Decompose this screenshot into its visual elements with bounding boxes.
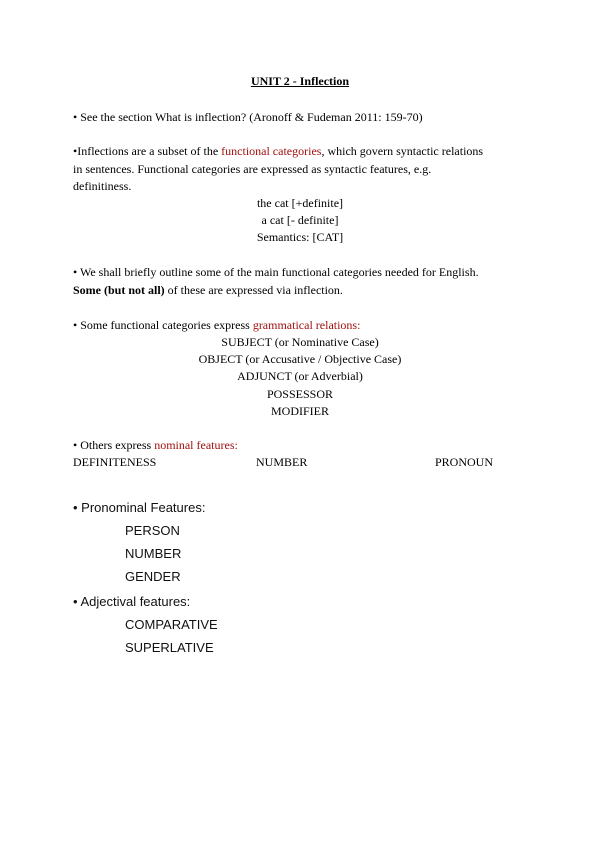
page-title: UNIT 2 - Inflection	[250, 74, 350, 88]
relation-item: ADJUNCT (or Adverbial)	[237, 369, 363, 383]
pronominal-features-heading: • Pronominal Features:	[73, 500, 206, 515]
nominal-features-term: nominal features:	[154, 438, 238, 452]
pronominal-item: PERSON	[125, 523, 180, 538]
example-line: the cat [+definite]	[256, 196, 344, 210]
paragraph-see-section: • See the section What is inflection? (Aronoff & Fudeman 2011: 159-70)	[73, 110, 423, 124]
relation-item: OBJECT (or Accusative / Objective Case)	[198, 352, 402, 366]
relation-item: POSSESSOR	[266, 387, 334, 401]
adjectival-item: COMPARATIVE	[125, 617, 218, 632]
adjectival-item: SUPERLATIVE	[125, 640, 214, 655]
relation-item: MODIFIER	[270, 404, 329, 418]
paragraph-inflections-line3: definitiness.	[73, 179, 132, 193]
example-line: a cat [- definite]	[261, 213, 339, 227]
example-line: Semantics: [CAT]	[256, 230, 344, 244]
relation-item: SUBJECT (or Nominative Case)	[221, 335, 379, 349]
pronominal-item: NUMBER	[125, 546, 182, 561]
paragraph-grammatical-relations: • Some functional categories express grammatical relations:	[73, 318, 361, 332]
nominal-feature-number: NUMBER	[256, 455, 308, 469]
adjectival-features-heading: • Adjectival features:	[73, 594, 191, 609]
some-not-all-emphasis: Some (but not all)	[73, 283, 165, 297]
nominal-feature-pronoun: PRONOUN	[435, 455, 494, 469]
paragraph-inflections-line1: •Inflections are a subset of the functional categories, which govern syntactic relations	[73, 144, 484, 158]
grammatical-relations-term: grammatical relations:	[252, 318, 361, 332]
nominal-feature-definiteness: DEFINITENESS	[73, 455, 157, 469]
paragraph-inflections-line2: in sentences. Functional categories are expressed as syntactic features, e.g.	[73, 162, 432, 176]
paragraph-outline-line1: • We shall briefly outline some of the main functional categories needed for English.	[73, 265, 479, 279]
paragraph-nominal-features: • Others express nominal features:	[73, 438, 238, 452]
pronominal-item: GENDER	[125, 569, 181, 584]
paragraph-outline-line2: Some (but not all) of these are expressed via inflection.	[73, 283, 343, 297]
functional-categories-term: functional categories	[221, 144, 322, 158]
